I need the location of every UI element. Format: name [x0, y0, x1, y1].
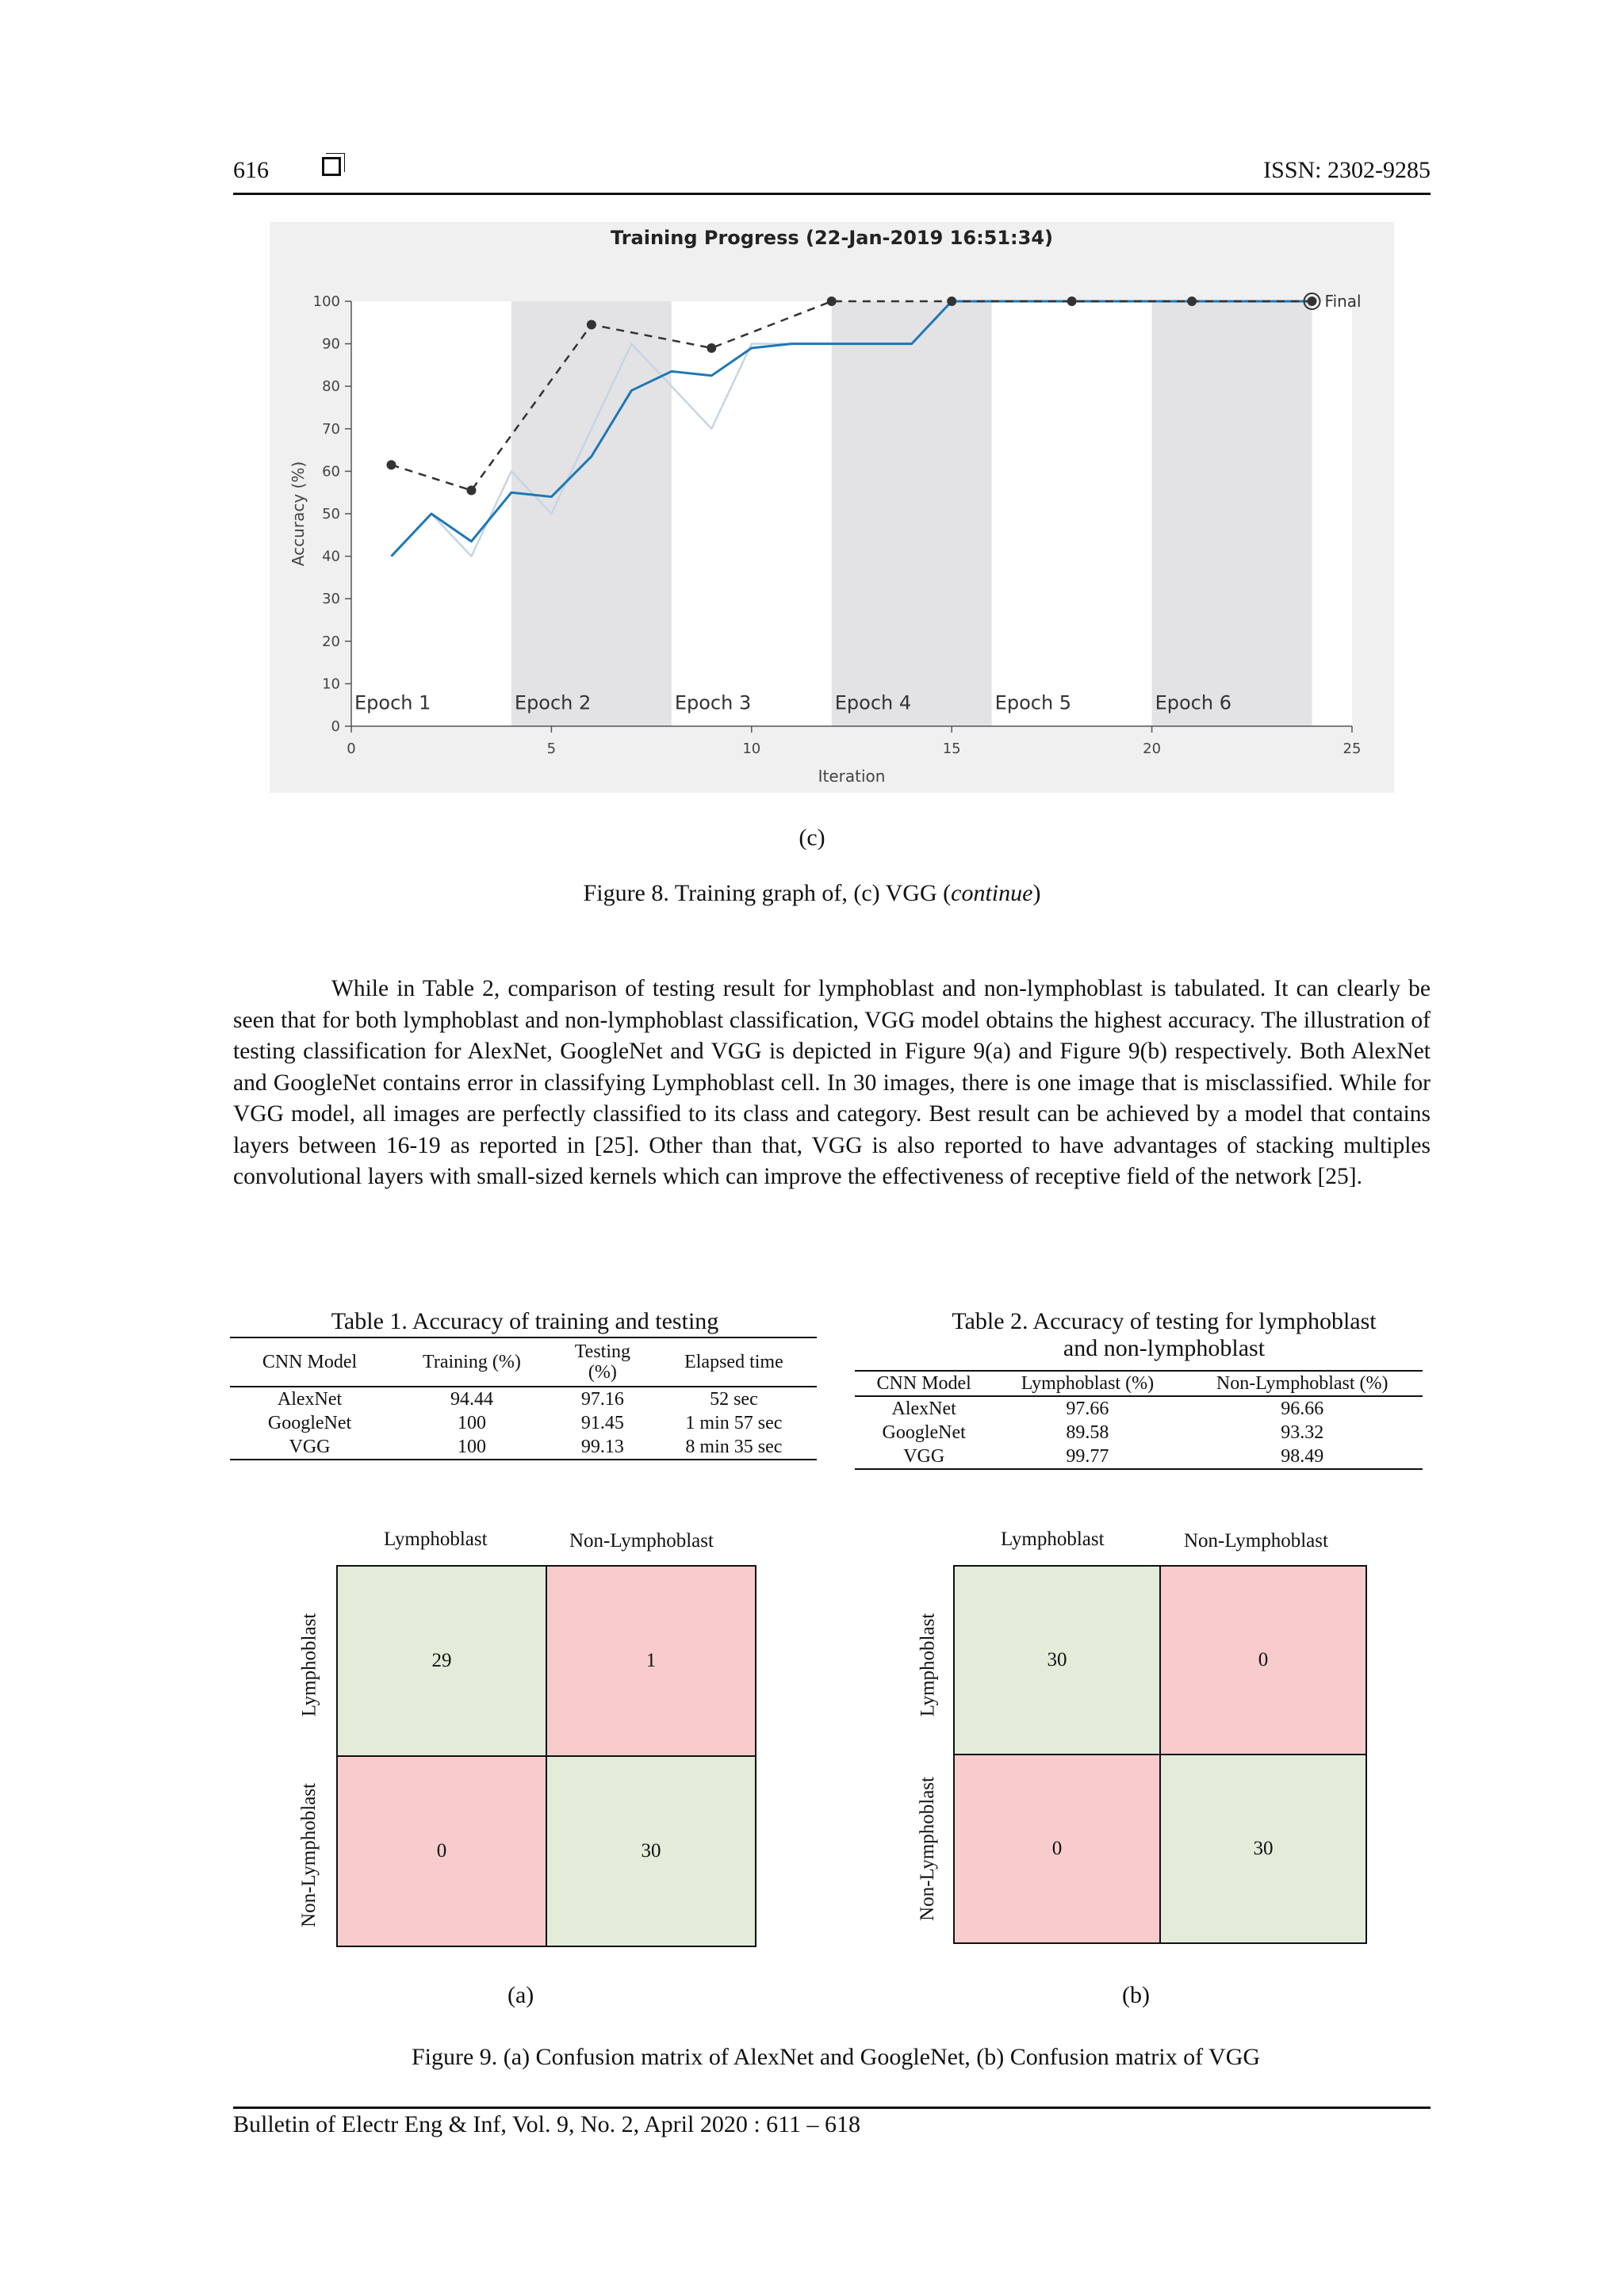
table1-header: Testing (%) — [574, 1341, 630, 1383]
table-row — [855, 1445, 1423, 1469]
table2-header-row — [855, 1371, 1423, 1396]
table1-header: Training (%) — [423, 1352, 521, 1372]
epoch-band — [511, 301, 672, 726]
cm-b-col-label-non-lymphoblast: Non-Lymphoblast — [1184, 1530, 1328, 1552]
table-cell: 100 — [457, 1413, 486, 1433]
cm-a-row-label-non-lymphoblast: Non-Lymphoblast — [298, 1783, 320, 1927]
x-tick-label: 25 — [1342, 740, 1362, 757]
y-tick-label: 50 — [322, 506, 340, 522]
table2-header: Non-Lymphoblast (%) — [1216, 1373, 1388, 1394]
validation-point — [707, 343, 716, 353]
page-number: 616 — [233, 157, 269, 183]
table-cell: AlexNet — [891, 1399, 956, 1419]
table-cell: 97.66 — [1066, 1399, 1109, 1419]
table-cell: 52 sec — [710, 1389, 758, 1410]
table-cell: 96.66 — [1281, 1399, 1324, 1419]
y-tick-label: 10 — [322, 675, 340, 693]
table1 — [230, 1337, 817, 1460]
table-cell: 98.49 — [1281, 1446, 1324, 1467]
body-paragraph: While in Table 2, comparison of testing result for lymphoblast and non-lymphoblast is tabulated. It can clearly be seen that for both lymphoblast and non-lymphoblast classification, VGG model obtains the highest accuracy. The illustration of testing classification for AlexNet, GoogleNet and VGG is depicted in Figure 9(a) and Figure 9(b) respectively. Both AlexNet and GoogleNet contains error in classifying Lymphoblast cell. In 30 images, there is one image that is misclassified. While for VGG model, all images are perfectly classified to its class and category. Best result can be achieved by a model that contains layers between 16-19 as reported in [25]. Other than that, VGG is also reported to have advantages of stacking multiples convolutional layers with small-sized kernels which can improve the effectiveness of receptive field of the network [25]. — [233, 976, 1431, 1189]
epoch-label: Epoch 6 — [1155, 691, 1231, 714]
table-cell: 99.13 — [580, 1437, 624, 1457]
table2-header: CNN Model — [876, 1373, 971, 1394]
x-tick-label: 15 — [942, 740, 961, 757]
epoch-bands — [511, 301, 1312, 726]
table2-caption-line1: Table 2. Accuracy of testing for lymphoblast — [952, 1308, 1377, 1334]
chart-title: Training Progress (22-Jan-2019 16:51:34) — [610, 227, 1054, 249]
cm-a-row-label-lymphoblast: Lymphoblast — [298, 1613, 320, 1717]
table-cell: 100 — [457, 1437, 486, 1457]
table2-header: Lymphoblast (%) — [1021, 1373, 1155, 1394]
cm-a-col-label-lymphoblast: Lymphoblast — [384, 1529, 488, 1550]
epoch-label: Epoch 1 — [354, 691, 431, 714]
cm-a-caption: (a) — [508, 1982, 534, 2008]
table-row — [855, 1396, 1423, 1421]
table2 — [855, 1370, 1423, 1470]
x-tick-label: 10 — [742, 740, 761, 757]
table1-caption: Table 1. Accuracy of training and testing — [331, 1308, 719, 1334]
x-axis-label: Iteration — [818, 767, 886, 786]
x-tick-label: 20 — [1143, 740, 1162, 757]
cm-a-cell: 1 — [546, 1565, 756, 1757]
validation-point — [587, 320, 596, 329]
table-row — [230, 1435, 817, 1460]
training-progress-chart — [270, 222, 1394, 793]
figure8-caption — [0, 880, 1624, 907]
validation-point — [466, 486, 476, 496]
journal-box-icon — [322, 157, 341, 176]
x-tick-label: 5 — [546, 740, 557, 757]
cm-a-cell: 0 — [336, 1755, 547, 1947]
y-tick-label: 60 — [322, 463, 340, 480]
chart-svg — [270, 222, 1394, 793]
table1-header-row — [230, 1337, 817, 1387]
figure8-subcaption: (c) — [799, 825, 825, 851]
cm-b-cell: 0 — [1159, 1565, 1367, 1755]
table-row — [230, 1387, 817, 1411]
y-tick-label: 0 — [331, 718, 340, 735]
figure9-caption: Figure 9. (a) Confusion matrix of AlexNet and GoogleNet, (b) Confusion matrix of VGG — [411, 2044, 1261, 2070]
epoch-label: Epoch 5 — [994, 691, 1072, 714]
table-cell: 97.16 — [580, 1389, 624, 1410]
y-tick-label: 20 — [322, 633, 340, 650]
table-cell: 99.77 — [1066, 1446, 1109, 1467]
figure8-caption-italic: continue — [951, 880, 1033, 906]
issn: ISSN: 2302-9285 — [1263, 157, 1431, 183]
cm-a-cell: 30 — [546, 1755, 756, 1947]
table-cell: AlexNet — [277, 1389, 343, 1410]
table-cell: VGG — [903, 1446, 945, 1467]
y-axis-label: Accuracy (%) — [289, 461, 308, 567]
y-tick-label: 40 — [322, 548, 340, 565]
epoch-band — [1152, 301, 1312, 726]
table1-header: CNN Model — [262, 1352, 358, 1372]
validation-point — [386, 460, 396, 469]
epoch-label: Epoch 2 — [514, 691, 592, 714]
table-cell: 1 min 57 sec — [685, 1413, 783, 1433]
table1-header: Elapsed time — [684, 1352, 783, 1372]
cm-b-cell: 30 — [1159, 1754, 1367, 1944]
validation-point — [1187, 297, 1197, 306]
y-tick-label: 90 — [322, 335, 340, 353]
table-cell: GoogleNet — [882, 1422, 966, 1443]
cm-b-row-label-lymphoblast: Lymphoblast — [917, 1613, 938, 1717]
x-tick-label: 0 — [347, 740, 356, 757]
header-rule — [233, 193, 1431, 195]
y-tick-label: 100 — [312, 293, 340, 310]
table-cell: VGG — [289, 1437, 331, 1457]
validation-point — [947, 297, 956, 306]
final-label: Final — [1324, 292, 1362, 311]
figure8-caption-prefix: Figure 8. Training graph of, (c) VGG ( — [583, 880, 952, 906]
table-cell: 91.45 — [580, 1413, 624, 1433]
table-cell: 94.44 — [450, 1389, 493, 1410]
table-cell: 8 min 35 sec — [685, 1437, 783, 1457]
epoch-label: Epoch 4 — [834, 691, 912, 714]
table-cell: GoogleNet — [267, 1413, 352, 1433]
validation-point — [1067, 297, 1077, 306]
table2-caption-line2: and non-lymphoblast — [1063, 1335, 1266, 1361]
table-row — [855, 1421, 1423, 1445]
table-row — [230, 1411, 817, 1435]
table2-caption — [855, 1308, 1473, 1362]
table-cell: 93.32 — [1281, 1422, 1324, 1443]
y-tick-label: 70 — [322, 420, 340, 438]
epoch-label: Epoch 3 — [674, 691, 752, 714]
cm-b-col-label-lymphoblast: Lymphoblast — [1001, 1529, 1105, 1550]
y-tick-label: 30 — [322, 591, 340, 608]
figure8-caption-suffix: ) — [1032, 880, 1041, 906]
validation-point — [827, 297, 837, 306]
cm-b-cell: 30 — [953, 1565, 1161, 1755]
y-tick-label: 80 — [322, 378, 340, 396]
cm-a-cell: 29 — [336, 1565, 547, 1757]
table-cell: 89.58 — [1066, 1422, 1109, 1443]
cm-b-row-label-non-lymphoblast: Non-Lymphoblast — [917, 1777, 938, 1921]
footer-citation: Bulletin of Electr Eng & Inf, Vol. 9, No. 2, April 2020 : 611 – 618 — [233, 2111, 861, 2137]
cm-a-col-label-non-lymphoblast: Non-Lymphoblast — [569, 1530, 714, 1552]
footer-rule — [233, 2107, 1431, 2109]
epoch-band — [832, 301, 992, 726]
cm-b-caption: (b) — [1122, 1982, 1150, 2008]
cm-b-cell: 0 — [953, 1754, 1161, 1944]
validation-point — [1308, 297, 1317, 306]
